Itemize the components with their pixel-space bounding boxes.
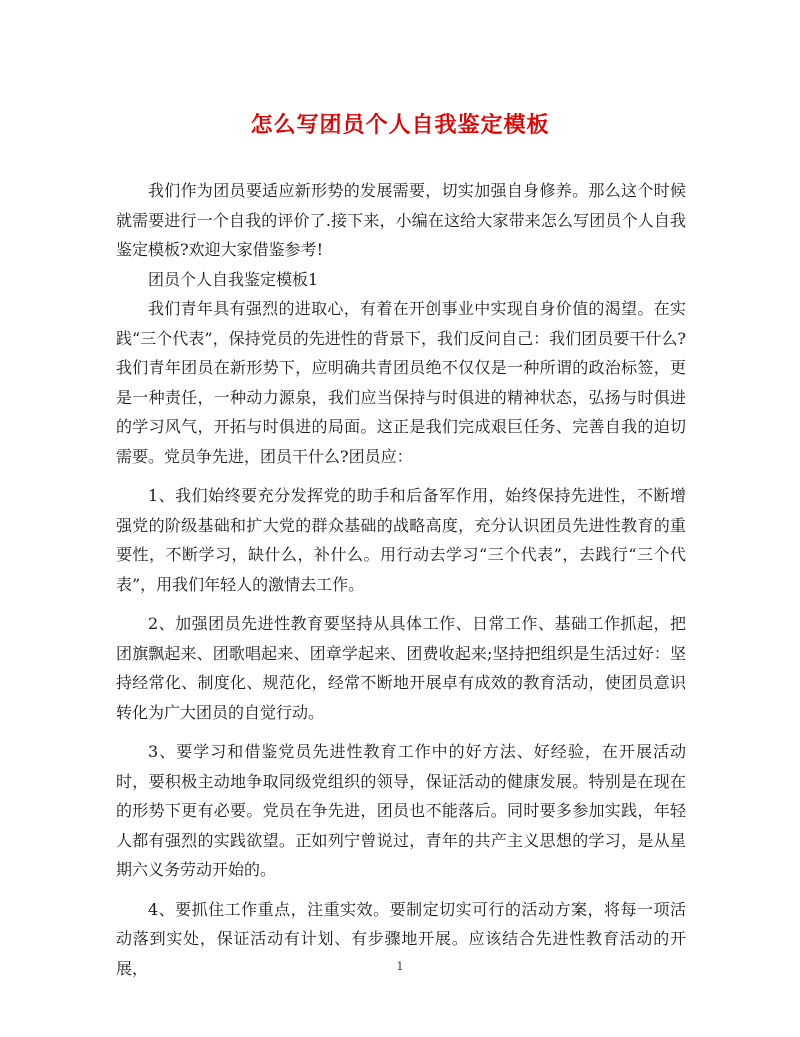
- document-title: 怎么写团员个人自我鉴定模板: [250, 112, 550, 138]
- section-heading: 团员个人自我鉴定模板1: [148, 269, 319, 289]
- list-item-1: 1、我们始终要充分发挥党的助手和后备军作用，始终保持先进性，不断增强党的阶级基础和扩大党的群众基础的战略高度，充分认识团员先进性教育的重要性，不断学习，缺什么，补什么。用行动去学习“三个代表”，去践行“三个代表”，用我们年轻人的激情去工作。: [116, 486, 686, 594]
- list-item-2: 2、加强团员先进性教育要坚持从具体工作、日常工作、基础工作抓起，把团旗飘起来、团歌唱起来、团章学起来、团费收起来;坚持把组织是生活过好：坚持经常化、制度化、规范化，经常不断地开展卓有成效的教育活动，使团员意识转化为广大团员的自觉行动。: [116, 614, 686, 722]
- document-body: [116, 176, 686, 983]
- body-paragraph: 我们青年具有强烈的进取心，有着在开创事业中实现自身价值的渴望。在实践“三个代表”，保持党员的先进性的背景下，我们反问自己：我们团员要干什么?我们青年团员在新形势下，应明确共青团员绝不仅仅是一种所谓的政治标签，更是一种责任，一种动力源泉，我们应当保持与时俱进的精神状态，弘扬与时俱进的学习风气，开拓与时俱进的局面。这正是我们完成艰巨任务、完善自我的迫切需要。党员争先进，团员干什么?团员应：: [116, 299, 686, 466]
- list-item-3: 3、要学习和借鉴党员先进性教育工作中的好方法、好经验，在开展活动时，要积极主动地争取同级党组织的领导，保证活动的健康发展。特别是在现在的形势下更有必要。党员在争先进，团员也不能落后。同时要多参加实践，年轻人都有强烈的实践欲望。正如列宁曾说过，青年的共产主义思想的学习，是从星期六义务劳动开始的。: [116, 742, 686, 879]
- list-item-4: 4、要抓住工作重点，注重实效。要制定切实可行的活动方案，将每一项活动落到实处，保证活动有计划、有步骤地开展。应该结合先进性教育活动的开展，: [116, 899, 686, 978]
- intro-paragraph: 我们作为团员要适应新形势的发展需要，切实加强自身修养。那么这个时候就需要进行一个自我的评价了.接下来，小编在这给大家带来怎么写团员个人自我鉴定模板?欢迎大家借鉴参考!: [116, 181, 686, 259]
- page-number: 1: [396, 960, 404, 973]
